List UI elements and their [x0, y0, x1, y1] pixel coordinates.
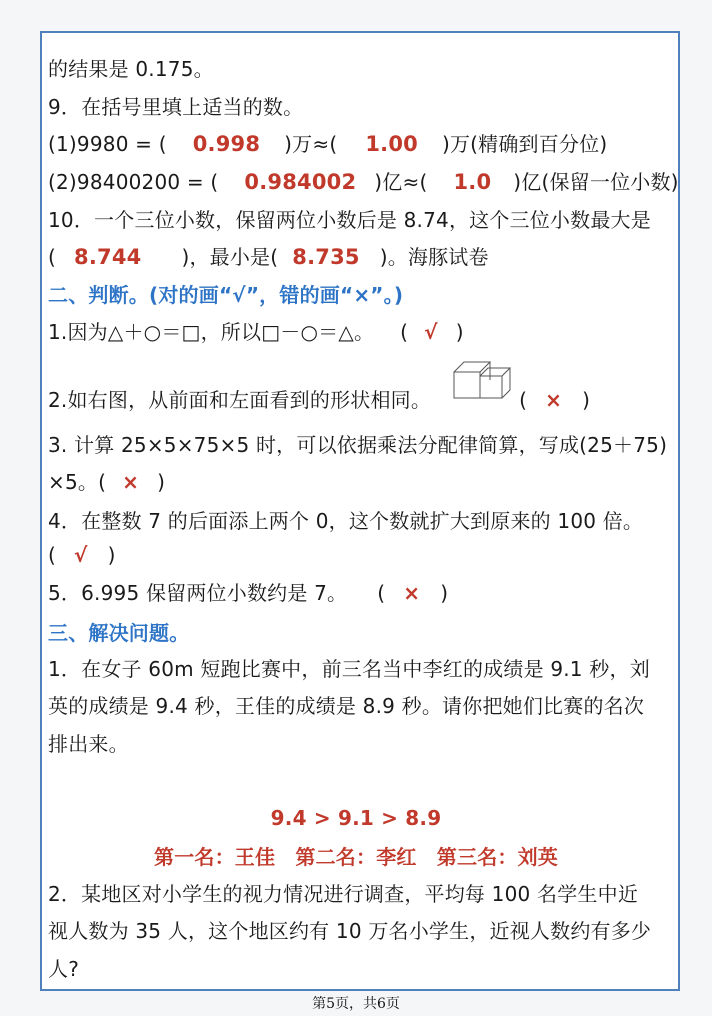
bracket: ) [107, 543, 116, 567]
judgement-4-answer [48, 541, 116, 569]
section-heading-judgement: 二、判断。(对的画“√”，错的画“×”。) [48, 283, 404, 307]
judgement-3-continued [48, 468, 165, 496]
text-segment: )万≈( [284, 132, 338, 156]
judgement-4: 4．在整数 7 的后面添上两个 0，这个数就扩大到原来的 100 倍。 [48, 509, 644, 533]
text-segment: (2)98400200 = ( [48, 170, 219, 194]
text-segment: )亿(保留一位小数) [513, 170, 679, 194]
text-segment: )，最小是( [181, 245, 279, 269]
bracket: ( [519, 388, 528, 412]
question-9-part-2 [48, 168, 679, 196]
judgement-1 [48, 318, 464, 346]
bracket: ( [400, 320, 409, 344]
problem-2-continued: 人? [48, 957, 80, 981]
question-9-part-1 [48, 130, 607, 158]
text-segment: 1.因为△＋○＝□，所以□－○＝△。 [48, 320, 375, 344]
text-segment: ×5。( [48, 470, 107, 494]
text-segment: 5．6.995 保留两位小数约是 7。 [48, 581, 348, 605]
text-segment: )亿≈( [374, 170, 428, 194]
cross-mark: × [122, 470, 140, 494]
answer-value: 0.998 [192, 132, 261, 156]
text-segment: 2.如右图，从前面和左面看到的形状相同。 [48, 388, 432, 412]
text-segment: ( [48, 245, 57, 269]
problem-1: 1．在女子 60m 短跑比赛中，前三名当中李红的成绩是 9.1 秒，刘 [48, 657, 650, 681]
bracket: ( [48, 543, 57, 567]
problem-1-answer-order: 9.4 > 9.1 > 8.9 [270, 806, 442, 830]
answer-value: 8.735 [292, 245, 360, 269]
judgement-3: 3. 计算 25×5×75×5 时，可以依据乘法分配律简算，写成(25＋75) [48, 433, 668, 457]
bracket: ( [377, 581, 386, 605]
cross-mark: × [403, 581, 421, 605]
problem-1-continued: 排出来。 [48, 732, 129, 756]
judgement-5 [48, 579, 448, 607]
problem-2: 2．某地区对小学生的视力情况进行调查，平均每 100 名学生中近 [48, 882, 639, 906]
bracket: ) [455, 320, 464, 344]
bracket: ) [582, 388, 591, 412]
answer-value: 0.984002 [244, 170, 357, 194]
text-segment: (1)9980 = ( [48, 132, 167, 156]
text-segment: )万(精确到百分位) [441, 132, 608, 156]
text-line: 的结果是 0.175。 [48, 57, 214, 81]
question-9: 9．在括号里填上适当的数。 [48, 95, 304, 119]
problem-2-continued: 视人数为 35 人，这个地区约有 10 万名小学生，近视人数约有多少 [48, 919, 652, 943]
problem-1-answer-ranking: 第一名：王佳 第二名：李红 第三名：刘英 [154, 845, 558, 869]
question-10: 10．一个三位小数，保留两位小数后是 8.74，这个三位小数最大是 [48, 208, 651, 232]
text-segment: )。海豚试卷 [379, 245, 489, 269]
cross-mark: × [545, 388, 563, 412]
answer-value: 1.00 [365, 132, 418, 156]
page-footer: 第5页，共6页 [312, 996, 400, 1012]
section-heading-problems: 三、解决问题。 [48, 621, 190, 645]
cube-stack-figure [452, 356, 514, 404]
problem-1-continued: 英的成绩是 9.4 秒，王佳的成绩是 8.9 秒。请你把她们比赛的名次 [48, 694, 645, 718]
question-10-answer-line [48, 243, 489, 271]
check-mark: √ [74, 543, 88, 567]
answer-value: 1.0 [453, 170, 492, 194]
answer-value: 8.744 [74, 245, 142, 269]
bracket: ) [440, 581, 449, 605]
bracket: ) [157, 470, 166, 494]
check-mark: √ [424, 320, 438, 344]
